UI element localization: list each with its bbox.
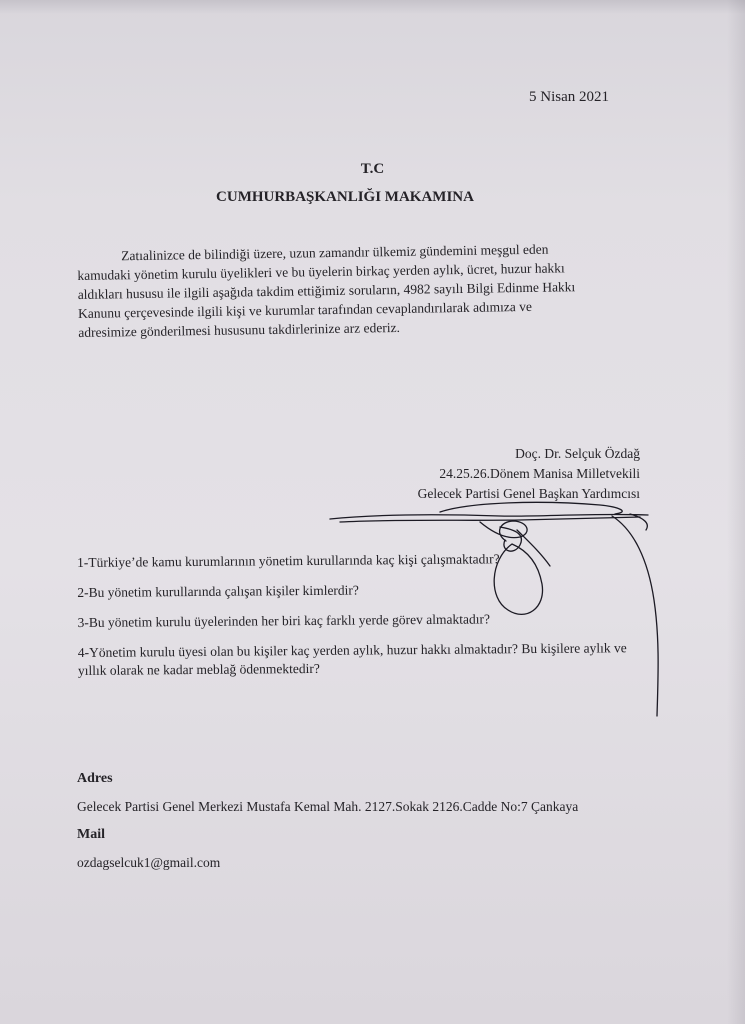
- question-list: [77, 549, 638, 692]
- signatory-role: 24.25.26.Dönem Manisa Milletvekili: [439, 466, 640, 481]
- question-item: 1-Türkiye’de kamu kurumlarının yönetim kurullarında kaç kişi çalışmaktadır?: [77, 551, 500, 570]
- address-value: Gelecek Partisi Genel Merkezi Mustafa Kemal Mah. 2127.Sokak 2126.Cadde No:7 Çankaya: [77, 799, 579, 814]
- body-line: aldıkları hususu ile ilgili aşağıda takdim ettiğimiz soruların, 4982 sayılı Bilgi Edinme Hakkı: [77, 279, 576, 302]
- question-item: 4-Yönetim kurulu üyesi olan bu kişiler kaç yerden aylık, huzur hakkı almaktadır? Bu kişilere aylık ve yıllık olarak ne kadar meblağ ödenmektedir?: [77, 640, 627, 678]
- mail-label: Mail: [77, 827, 105, 842]
- letter-body: [77, 238, 638, 342]
- paper-edge-shadow: [727, 0, 745, 1024]
- body-line: Zatıalinizce de bilindiği üzere, uzun zamandır ülkemiz gündemini meşgul eden: [121, 241, 549, 264]
- mail-value: ozdagselcuk1@gmail.com: [77, 855, 221, 870]
- letter-heading: T.C: [360, 161, 385, 177]
- question-item: 3-Bu yönetim kurulu üyelerinden her biri kaç farklı yerde görev almaktadır?: [77, 611, 491, 630]
- letter-date: 5 Nisan 2021: [529, 89, 609, 105]
- paper-top-shadow: [0, 0, 745, 14]
- signatory-party-role: Gelecek Partisi Genel Başkan Yardımcısı: [417, 486, 640, 501]
- address-label: Adres: [77, 771, 113, 786]
- question-item: 2-Bu yönetim kurullarında çalışan kişiler kimlerdir?: [77, 582, 359, 600]
- body-line: Kanunu çerçevesinde ilgili kişi ve kurumlar tarafından cevaplandırılarak adımıza ve: [77, 298, 533, 321]
- body-line: adresimize gönderilmesi hususunu takdirlerinize arz ederiz.: [78, 319, 401, 340]
- letter-addressee: CUMHURBAŞKANLIĞI MAKAMINA: [216, 189, 474, 205]
- body-line: kamudaki yönetim kurulu üyelikleri ve bu üyelerin birkaç yerden aylık, ücret, huzur hakkı: [77, 260, 565, 283]
- signatory-block: [380, 444, 640, 504]
- signatory-name: Doç. Dr. Selçuk Özdağ: [515, 446, 640, 461]
